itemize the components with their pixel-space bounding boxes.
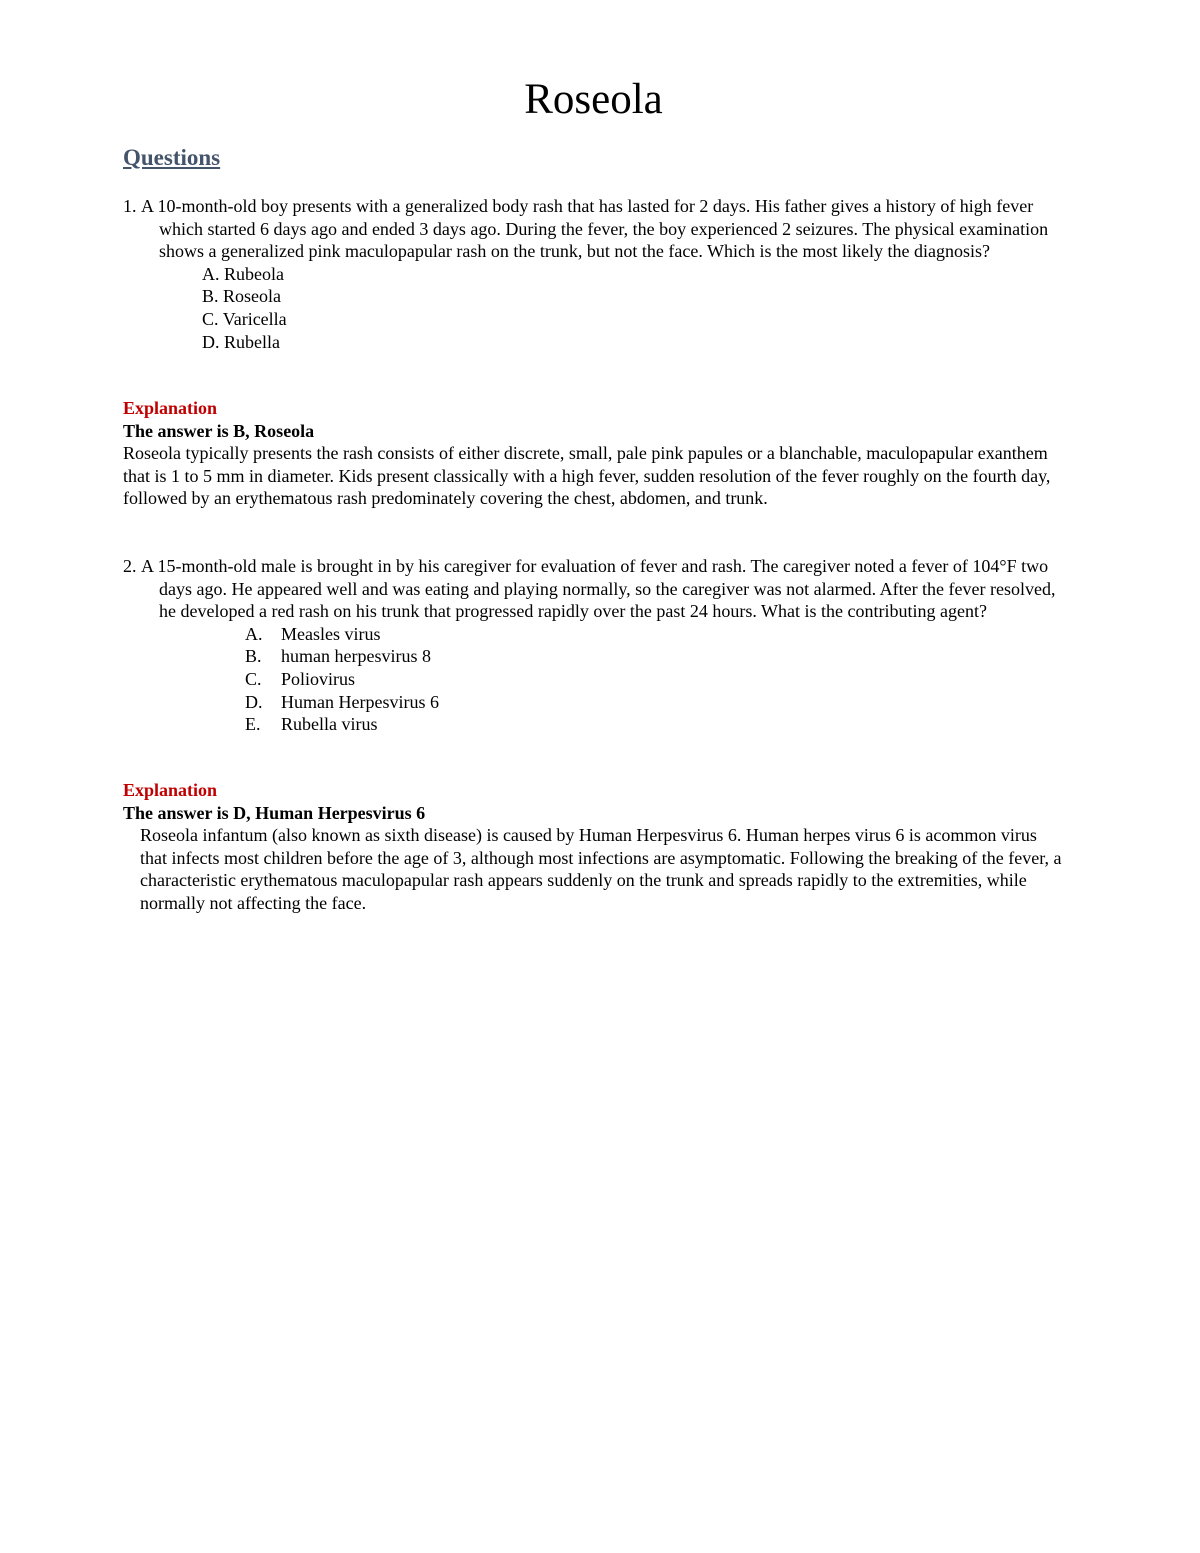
page-title: Roseola xyxy=(524,76,663,123)
answer-options xyxy=(123,623,1068,736)
answer-options xyxy=(123,263,1068,353)
question-2 xyxy=(123,555,1068,736)
answer-option: B. human herpesvirus 8 xyxy=(245,646,431,667)
section-heading-questions: Questions xyxy=(123,145,221,170)
answer-option: C. Varicella xyxy=(202,308,287,329)
question-text: A 15-month-old male is brought in by his caregiver for evaluation of fever and rash. The caregiver noted a fever of 104°F two days ago. He appeared well and was eating and playing normally, so the caregiver was not alarmed. After the fever resolved, he developed a red rash on his trunk that progressed rapidly over the past 24 hours. What is the contributing agent? xyxy=(141,556,1056,622)
correct-answer: The answer is D, Human Herpesvirus 6 xyxy=(123,802,426,823)
question-text: A 10-month-old boy presents with a generalized body rash that has lasted for 2 days. His father gives a history of high fever which started 6 days ago and ended 3 days ago. During the fever, the boy experienced 2 seizures. The physical examination shows a generalized pink maculopapular rash on the trunk, but not the face. Which is the most likely the diagnosis? xyxy=(141,196,1049,262)
correct-answer: The answer is B, Roseola xyxy=(123,420,315,441)
answer-option: D. Rubella xyxy=(202,331,280,352)
explanation-text: Roseola infantum (also known as sixth disease) is caused by Human Herpesvirus 6. Human herpes virus 6 is acommon virus that infects most children before the age of 3, although most infections are asymptomatic. Following the breaking of the fever, a characteristic erythematous maculopapular rash appears suddenly on the trunk and spreads rapidly to the extremities, while normally not affecting the face. xyxy=(140,825,1062,913)
question-1 xyxy=(123,195,1068,353)
answer-option: C. Poliovirus xyxy=(245,668,356,689)
explanation-text: Roseola typically presents the rash consists of either discrete, small, pale pink papules or a blanchable, maculopapular exanthem that is 1 to 5 mm in diameter. Kids present classically with a high fever, sudden resolution of the fever roughly on the fourth day, followed by an erythematous rash predominately covering the chest, abdomen, and trunk. xyxy=(123,443,1051,509)
question-number: 1. xyxy=(123,196,137,216)
answer-option: D. Human Herpesvirus 6 xyxy=(245,691,439,712)
answer-option: A. Rubeola xyxy=(202,263,284,284)
explanation-label: Explanation xyxy=(123,780,218,800)
explanation-label: Explanation xyxy=(123,398,218,418)
explanation-2 xyxy=(123,779,1068,915)
answer-option: B. Roseola xyxy=(202,286,282,307)
answer-option: A. Measles virus xyxy=(245,623,381,644)
explanation-1 xyxy=(123,397,1068,510)
question-number: 2. xyxy=(123,556,137,576)
answer-option: E. Rubella virus xyxy=(245,714,378,735)
